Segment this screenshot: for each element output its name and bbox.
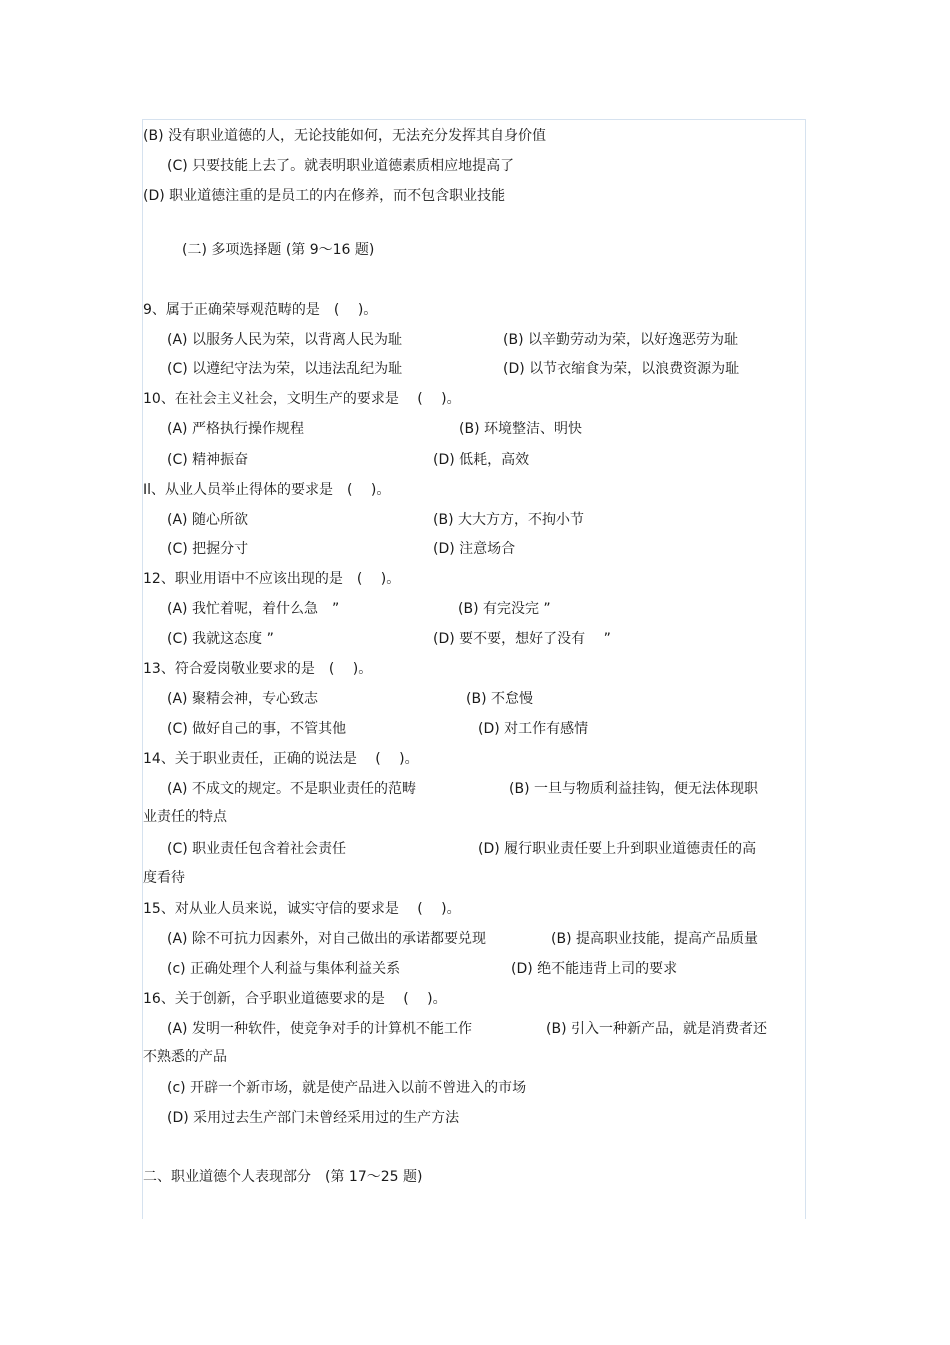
section-heading-multiple-choice: (二) 多项选择题 (第 9～16 题) <box>182 242 375 258</box>
question-16-option-b: (B) 引入一种新产品，就是消费者还 <box>546 1021 767 1037</box>
question-16-stem: 16、关于创新，合乎职业道德要求的是 ( )。 <box>143 991 447 1007</box>
prev-option-c: (C) 只要技能上去了。就表明职业道德素质相应地提高了 <box>167 158 515 174</box>
question-15-option-a: (A) 除不可抗力因素外，对自己做出的承诺都要兑现 <box>167 931 486 947</box>
question-9-option-d: (D) 以节衣缩食为荣，以浪费资源为耻 <box>503 361 740 377</box>
question-14-stem: 14、关于职业责任，正确的说法是 ( )。 <box>143 751 419 767</box>
question-14-option-d: (D) 履行职业责任要上升到职业道德责任的高 <box>478 841 757 857</box>
question-16-option-a: (A) 发明一种软件，使竞争对手的计算机不能工作 <box>167 1021 472 1037</box>
question-12-option-c: (C) 我就这态度 ” <box>167 631 274 647</box>
question-9-option-b: (B) 以辛勤劳动为荣，以好逸恶劳为耻 <box>503 332 738 348</box>
question-15-stem: 15、对从业人员来说，诚实守信的要求是 ( )。 <box>143 901 461 917</box>
question-13-option-d: (D) 对工作有感情 <box>478 721 589 737</box>
question-10-option-d: (D) 低耗，高效 <box>433 452 530 468</box>
question-14-option-b: (B) 一旦与物质利益挂钩，便无法体现职 <box>509 781 758 797</box>
question-12-option-d: (D) 要不要，想好了没有 ” <box>433 631 611 647</box>
question-14-option-a: (A) 不成文的规定。不是职业责任的范畴 <box>167 781 416 797</box>
question-16-option-d: (D) 采用过去生产部门未曾经采用过的生产方法 <box>167 1110 460 1126</box>
question-16-option-b-continued: 不熟悉的产品 <box>143 1049 227 1065</box>
question-11-option-d: (D) 注意场合 <box>433 541 516 557</box>
question-10-option-b: (B) 环境整洁、明快 <box>459 421 582 437</box>
question-12-option-b: (B) 有完没完 ” <box>458 601 551 617</box>
question-9-option-a: (A) 以服务人民为荣，以背离人民为耻 <box>167 332 402 348</box>
question-12-option-a: (A) 我忙着呢，着什么急 ” <box>167 601 340 617</box>
question-13-stem: 13、符合爱岗敬业要求的是 ( )。 <box>143 661 373 677</box>
question-10-stem: 10、在社会主义社会，文明生产的要求是 ( )。 <box>143 391 461 407</box>
question-11-option-b: (B) 大大方方，不拘小节 <box>433 512 584 528</box>
prev-option-b: (B) 没有职业道德的人，无论技能如何，无法充分发挥其自身价值 <box>143 128 546 144</box>
question-14-option-b-continued: 业责任的特点 <box>143 809 227 825</box>
prev-option-d: (D) 职业道德注重的是员工的内在修养，而不包含职业技能 <box>143 188 506 204</box>
question-11-option-c: (C) 把握分寸 <box>167 541 249 557</box>
question-12-stem: 12、职业用语中不应该出现的是 ( )。 <box>143 571 401 587</box>
section-heading-personal-performance: 二、职业道德个人表现部分 (第 17～25 题) <box>143 1169 423 1185</box>
question-15-option-c: (c) 正确处理个人利益与集体利益关系 <box>167 961 401 977</box>
question-10-option-c: (C) 精神振奋 <box>167 452 249 468</box>
question-11-option-a: (A) 随心所欲 <box>167 512 248 528</box>
question-14-option-c: (C) 职业责任包含着社会责任 <box>167 841 347 857</box>
question-9-option-c: (C) 以遵纪守法为荣，以违法乱纪为耻 <box>167 361 403 377</box>
question-13-option-b: (B) 不怠慢 <box>466 691 533 707</box>
question-9-stem: 9、属于正确荣辱观范畴的是 ( )。 <box>143 302 378 318</box>
question-10-option-a: (A) 严格执行操作规程 <box>167 421 304 437</box>
question-15-option-d: (D) 绝不能违背上司的要求 <box>511 961 678 977</box>
question-16-option-c: (c) 开辟一个新市场，就是使产品进入以前不曾进入的市场 <box>167 1080 527 1096</box>
question-13-option-a: (A) 聚精会神，专心致志 <box>167 691 318 707</box>
question-15-option-b: (B) 提高职业技能，提高产品质量 <box>551 931 758 947</box>
question-14-option-d-continued: 度看待 <box>143 870 185 886</box>
question-11-stem: Il、从业人员举止得体的要求是 ( )。 <box>143 482 391 498</box>
question-13-option-c: (C) 做好自己的事，不管其他 <box>167 721 347 737</box>
